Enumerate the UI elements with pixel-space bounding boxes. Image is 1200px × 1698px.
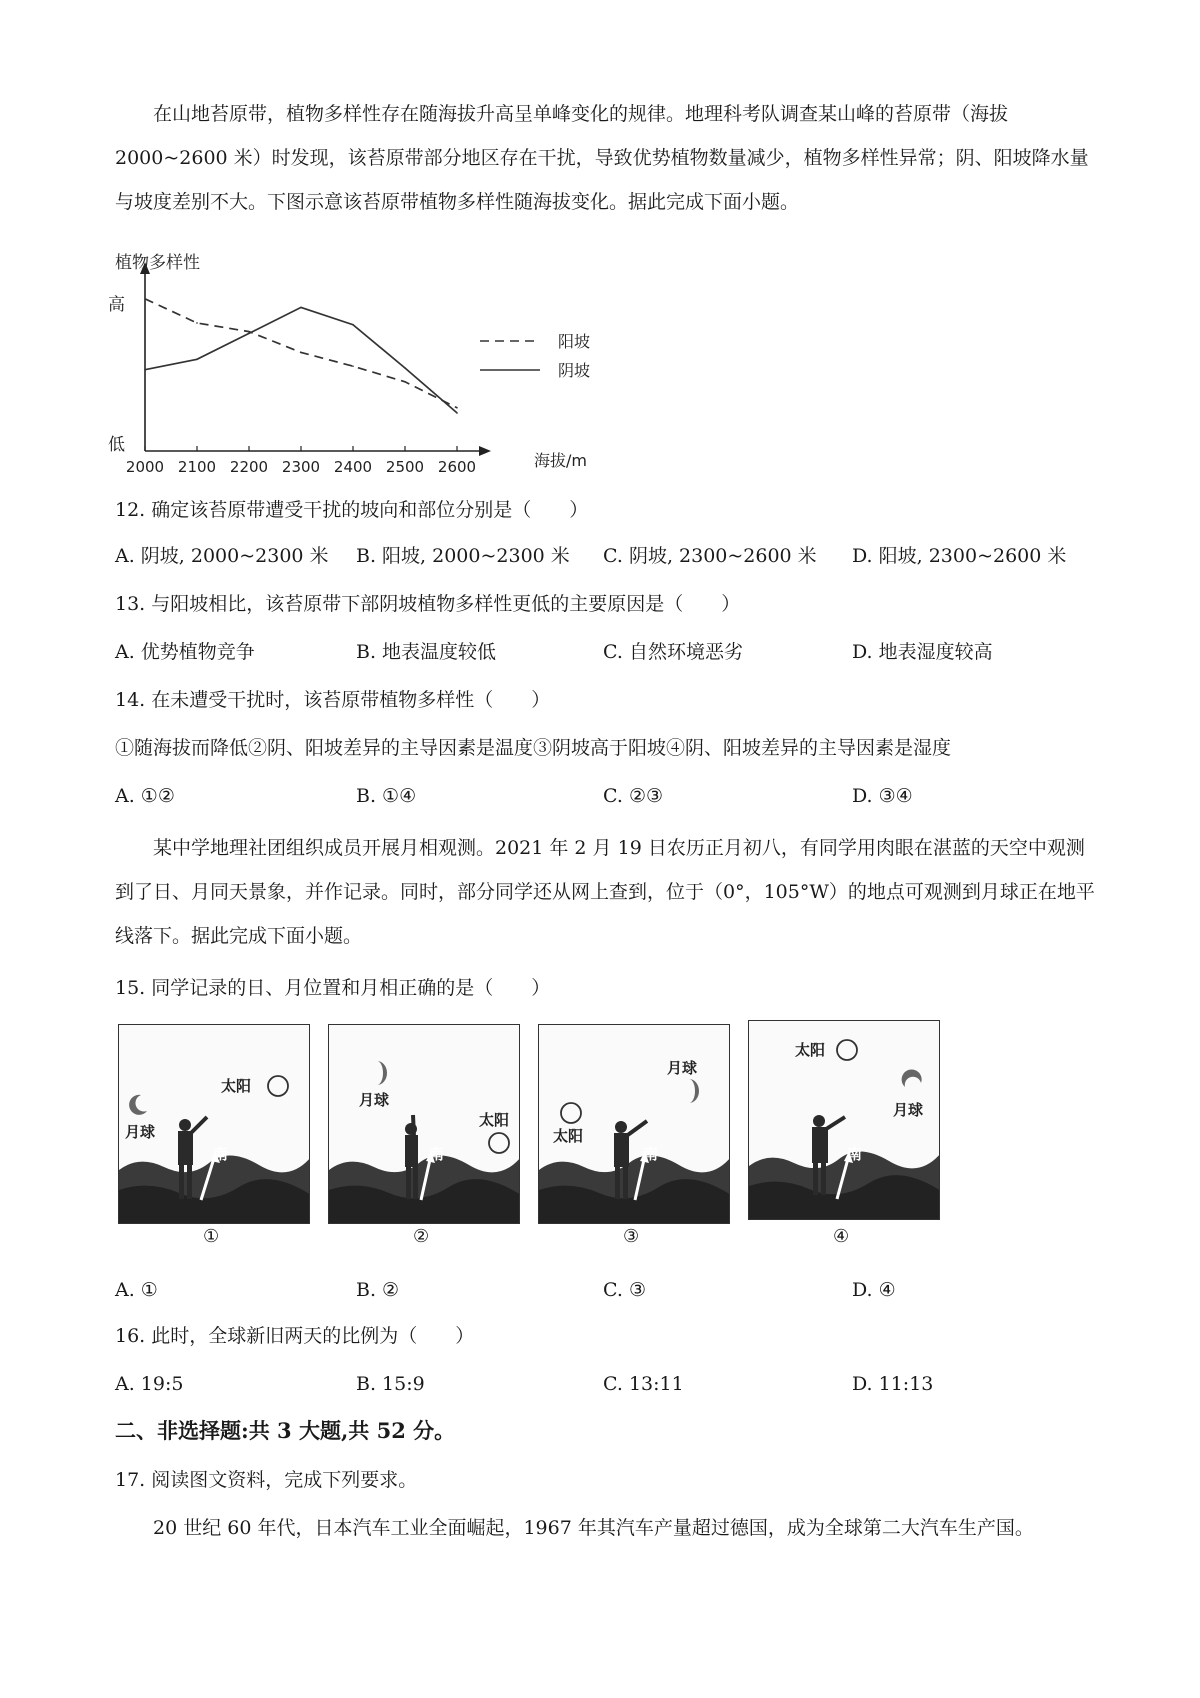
q15-option-a[interactable]: A. ① bbox=[115, 1279, 158, 1301]
q14-option-a[interactable]: A. ①② bbox=[115, 785, 175, 807]
series-line-sunny-slope bbox=[145, 299, 457, 408]
q13-stem: 13. 与阳坡相比，该苔原带下部阴坡植物多样性更低的主要原因是（ ） bbox=[115, 593, 741, 615]
sun-label: 太阳 bbox=[479, 1111, 510, 1129]
chart-ytick-low: 低 bbox=[108, 435, 125, 455]
picture-number-2: ② bbox=[413, 1226, 430, 1247]
x-tick-label: 2100 bbox=[177, 458, 217, 476]
data-point bbox=[352, 365, 354, 367]
moon-label: 月球 bbox=[359, 1091, 390, 1109]
moon-icon bbox=[902, 1070, 922, 1087]
x-tick-label: 2400 bbox=[333, 458, 373, 476]
data-point bbox=[248, 333, 250, 335]
legend-label-sunny: 阳坡 bbox=[558, 332, 591, 351]
direction-label: 南 bbox=[213, 1145, 229, 1163]
picture-number-4: ④ bbox=[833, 1226, 850, 1247]
direction-label: 南 bbox=[429, 1145, 445, 1163]
x-tick-label: 2300 bbox=[281, 458, 321, 476]
chart-xlabel: 海拔/m bbox=[534, 451, 587, 470]
q14-items: ①随海拔而降低②阴、阳坡差异的主导因素是温度③阴坡高于阳坡④阴、阳坡差异的主导因素是湿度 bbox=[115, 737, 952, 759]
q16-option-d[interactable]: D. 11:13 bbox=[852, 1373, 934, 1395]
x-axis-arrow-icon bbox=[479, 446, 491, 456]
sun-label: 太阳 bbox=[795, 1041, 826, 1059]
moon-icon bbox=[129, 1095, 147, 1115]
sun-icon bbox=[268, 1076, 288, 1096]
data-point bbox=[456, 407, 458, 409]
passage-2: 某中学地理社团组织成员开展月相观测。2021 年 2 月 19 日农历正月初八，有同学用肉眼在湛蓝的天空中观测到了日、月同天景象，并作记录。同时，部分同学还从网上查到，位于（0°，105°W）的地点可观测到月球正在地平线落下。据此完成下面小题。 bbox=[115, 837, 1095, 947]
q12-option-a[interactable]: A. 阴坡, 2000~2300 米 bbox=[115, 545, 329, 567]
moon-label: 月球 bbox=[125, 1123, 156, 1141]
q17-text: 20 世纪 60 年代，日本汽车工业全面崛起，1967 年其汽车产量超过德国，成为全球第二大汽车生产国。 bbox=[153, 1517, 1034, 1539]
q16-option-b[interactable]: B. 15:9 bbox=[356, 1373, 425, 1395]
q17-stem: 17. 阅读图文资料，完成下列要求。 bbox=[115, 1469, 418, 1491]
x-tick-label: 2200 bbox=[229, 458, 269, 476]
section-2-heading: 二、非选择题:共 3 大题,共 52 分。 bbox=[115, 1418, 456, 1443]
q13-option-b[interactable]: B. 地表温度较低 bbox=[356, 641, 497, 663]
q16-option-a[interactable]: A. 19:5 bbox=[115, 1373, 184, 1395]
data-point bbox=[404, 381, 406, 383]
moon-icon bbox=[377, 1061, 387, 1085]
q15-option-d[interactable]: D. ④ bbox=[852, 1279, 896, 1301]
moon-label: 月球 bbox=[893, 1101, 924, 1119]
q12-stem: 12. 确定该苔原带遭受干扰的坡向和部位分别是（ ） bbox=[115, 499, 589, 521]
moon-icon bbox=[689, 1079, 699, 1103]
picture-number-1: ① bbox=[203, 1226, 220, 1247]
q12-option-b[interactable]: B. 阳坡, 2000~2300 米 bbox=[356, 545, 570, 567]
data-point bbox=[352, 324, 354, 326]
series-line-shady-slope bbox=[145, 307, 457, 413]
direction-label: 南 bbox=[643, 1145, 659, 1163]
q15-option-c[interactable]: C. ③ bbox=[603, 1279, 646, 1301]
data-point bbox=[144, 369, 146, 371]
sun-icon bbox=[561, 1103, 581, 1123]
q14-stem: 14. 在未遭受干扰时，该苔原带植物多样性（ ） bbox=[115, 689, 551, 711]
x-tick-label: 2500 bbox=[385, 458, 425, 476]
observation-picture-4 bbox=[748, 1020, 940, 1220]
data-point bbox=[456, 412, 458, 414]
observation-picture-3 bbox=[538, 1024, 730, 1224]
data-point bbox=[196, 322, 198, 324]
x-tick-label: 2000 bbox=[125, 458, 165, 476]
data-point bbox=[196, 359, 198, 361]
data-point bbox=[144, 298, 146, 300]
q13-option-d[interactable]: D. 地表湿度较高 bbox=[852, 641, 993, 663]
observation-picture-2 bbox=[328, 1024, 520, 1224]
q12-option-c[interactable]: C. 阴坡, 2300~2600 米 bbox=[603, 545, 817, 567]
q14-option-c[interactable]: C. ②③ bbox=[603, 785, 664, 807]
q16-stem: 16. 此时，全球新旧两天的比例为（ ） bbox=[115, 1325, 475, 1347]
observation-picture-1 bbox=[118, 1024, 310, 1224]
data-point bbox=[300, 307, 302, 309]
direction-label: 南 bbox=[847, 1145, 863, 1163]
picture-number-3: ③ bbox=[623, 1226, 640, 1247]
data-point bbox=[404, 367, 406, 369]
q14-option-b[interactable]: B. ①④ bbox=[356, 785, 417, 807]
sun-label: 太阳 bbox=[553, 1127, 584, 1145]
q13-option-a[interactable]: A. 优势植物竞争 bbox=[115, 641, 255, 663]
moon-label: 月球 bbox=[667, 1059, 698, 1077]
chart-ylabel: 植物多样性 bbox=[115, 253, 200, 273]
sun-label: 太阳 bbox=[221, 1077, 252, 1095]
legend-label-shady: 阴坡 bbox=[558, 361, 591, 380]
q15-stem: 15. 同学记录的日、月位置和月相正确的是（ ） bbox=[115, 977, 551, 999]
diversity-chart bbox=[100, 244, 620, 484]
passage-1: 在山地苔原带，植物多样性存在随海拔升高呈单峰变化的规律。地理科考队调查某山峰的苔原带（海拔 2000~2600 米）时发现，该苔原带部分地区存在干扰，导致优势植物数量减少，植物多样性异常；阴、阳坡降水量与坡度差别不大。下图示意该苔原带植物多样性随海拔变化。据此完成下面小题。 bbox=[115, 103, 1089, 213]
q16-option-c[interactable]: C. 13:11 bbox=[603, 1373, 684, 1395]
q14-option-d[interactable]: D. ③④ bbox=[852, 785, 913, 807]
q12-option-d[interactable]: D. 阳坡, 2300~2600 米 bbox=[852, 545, 1067, 567]
q15-option-b[interactable]: B. ② bbox=[356, 1279, 400, 1301]
x-tick-label: 2600 bbox=[437, 458, 477, 476]
sun-icon bbox=[489, 1133, 509, 1153]
sun-icon bbox=[837, 1040, 857, 1060]
q13-option-c[interactable]: C. 自然环境恶劣 bbox=[603, 641, 743, 663]
data-point bbox=[300, 352, 302, 354]
chart-ytick-high: 高 bbox=[108, 295, 125, 315]
